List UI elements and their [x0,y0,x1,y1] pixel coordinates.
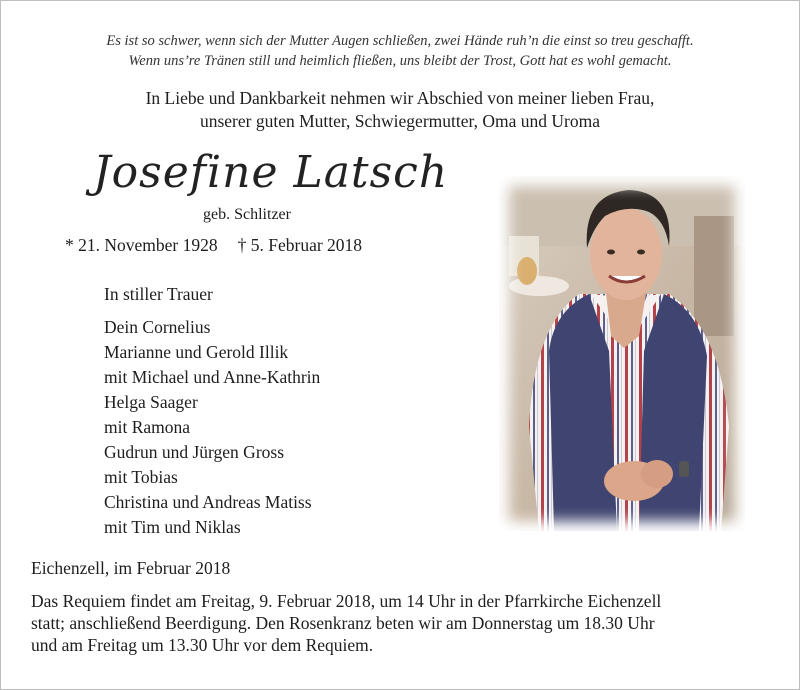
life-dates [65,234,362,256]
portrait-illustration [499,176,745,531]
requiem-line-1: Das Requiem findet am Freitag, 9. Februar 2018, um 14 Uhr in der Pfarrkirche Eichenzell [31,591,662,611]
family-member: Helga Saager [104,392,198,412]
family-member: Gudrun und Jürgen Gross [104,442,285,462]
intro-line-2: unserer guten Mutter, Schwiegermutter, Oma und Uroma [199,111,600,131]
requiem-line-3: und am Freitag um 13.30 Uhr vor dem Requiem. [31,635,374,655]
family-member: Marianne und Gerold Illik [104,342,289,362]
requiem-line-2: statt; anschließend Beerdigung. Den Rosenkranz beten wir am Donnerstag um 18.30 Uhr [31,613,655,633]
death-date: † 5. Februar 2018 [237,235,363,255]
portrait-photo [499,176,745,531]
family-member: Christina und Andreas Matiss [104,492,312,512]
family-list [104,315,320,540]
requiem-notice [31,590,773,656]
family-member: Dein Cornelius [104,317,211,337]
deceased-name: Josefine Latsch [93,147,449,198]
mourning-label: In stiller Trauer [104,284,213,304]
intro-line-1: In Liebe und Dankbarkeit nehmen wir Abschied von meiner lieben Frau, [145,88,655,108]
family-member: mit Tim und Niklas [104,517,241,537]
birth-date: * 21. November 1928 [65,235,218,255]
family-member: mit Michael und Anne-Kathrin [104,367,321,387]
verse-line-1: Es ist so schwer, wenn sich der Mutter Augen schließen, zwei Hände ruh’n die einst so treu geschafft. [106,33,694,49]
birth-name: geb. Schlitzer [203,206,291,223]
verse-line-2: Wenn uns’re Tränen still und heimlich fließen, uns bleibt der Trost, Gott hat es wohl gemacht. [128,53,672,69]
family-member: mit Ramona [104,417,191,437]
farewell-intro [1,87,799,133]
memorial-verse [1,31,799,71]
family-member: mit Tobias [104,467,178,487]
place-and-date: Eichenzell, im Februar 2018 [31,558,231,578]
